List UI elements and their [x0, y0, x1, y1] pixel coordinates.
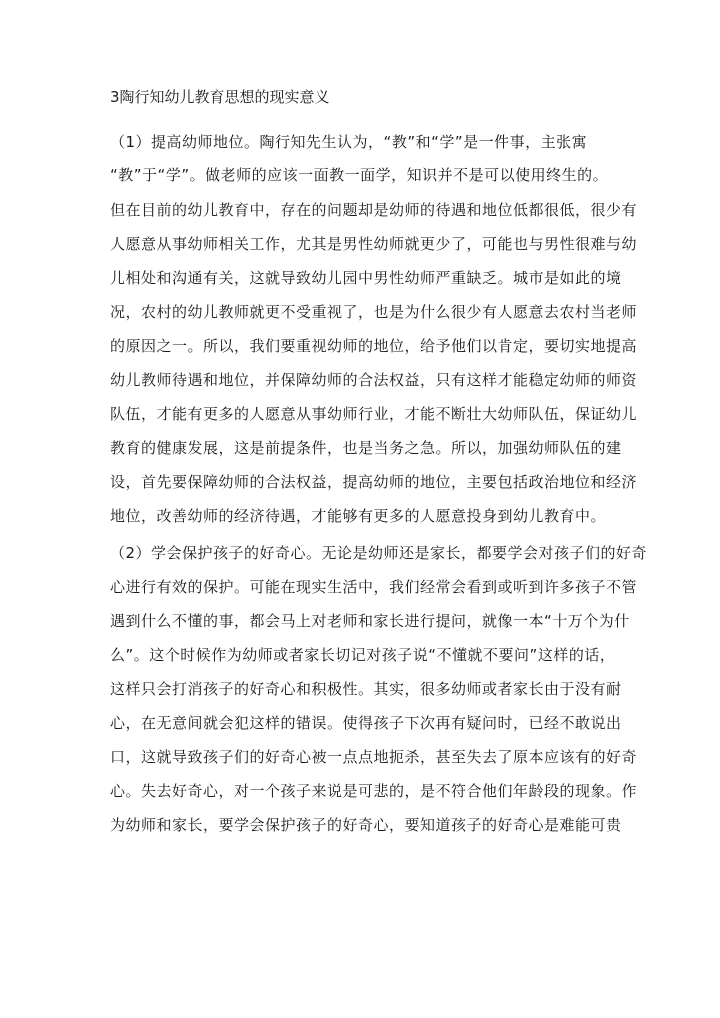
paragraph-line: 的原因之一。所以，我们要重视幼师的地位，给予他们以肯定，要切实地提高 [110, 337, 638, 355]
paragraph-line: 幼儿教师待遇和地位，并保障幼师的合法权益，只有这样才能稳定幼师的师资 [110, 371, 638, 389]
paragraph-line: 况，农村的幼儿教师就更不受重视了，也是为什么很少有人愿意去农村当老师 [110, 303, 638, 321]
paragraph-line: 地位，改善幼师的经济待遇，才能够有更多的人愿意投身到幼儿教育中。 [110, 507, 607, 525]
section-heading: 3陶行知幼儿教育思想的现实意义 [110, 88, 330, 106]
paragraph-line: 但在目前的幼儿教育中，存在的问题却是幼师的待遇和地位低都很低，很少有 [110, 201, 638, 219]
paragraph-line: 口，这就导致孩子们的好奇心被一点点地扼杀，甚至失去了原本应该有的好奇 [110, 748, 638, 766]
paragraph-line: （1）提高幼师地位。陶行知先生认为，“教”和“学”是一件事，主张寓 [110, 133, 588, 151]
paragraph-line: 遇到什么不懂的事，都会马上对老师和家长进行提问，就像一本“十万个为什 [110, 612, 630, 630]
paragraph-line: 么”。这个时候作为幼师或者家长切记对孩子说“不懂就不要问”这样的话， [110, 646, 616, 664]
paragraph-line: “教”于“学”。做老师的应该一面教一面学，知识并不是可以使用终生的。 [110, 166, 609, 184]
paragraph-line: （2）学会保护孩子的好奇心。无论是幼师还是家长，都要学会对孩子们的好奇 [110, 544, 648, 562]
paragraph-line: 设，首先要保障幼师的合法权益，提高幼师的地位，主要包括政治地位和经济 [110, 473, 638, 491]
paragraph-line: 心进行有效的保护。可能在现实生活中，我们经常会看到或听到许多孩子不管 [110, 578, 638, 596]
paragraph-line: 为幼师和家长，要学会保护孩子的好奇心，要知道孩子的好奇心是难能可贵 [110, 816, 622, 834]
paragraph-line: 儿相处和沟通有关，这就导致幼儿园中男性幼师严重缺乏。城市是如此的境 [110, 269, 622, 287]
paragraph-line: 心，在无意间就会犯这样的错误。使得孩子下次再有疑问时，已经不敢说出 [110, 714, 622, 732]
paragraph-line: 这样只会打消孩子的好奇心和积极性。其实，很多幼师或者家长由于没有耐 [110, 680, 622, 698]
paragraph-line: 人愿意从事幼师相关工作，尤其是男性幼师就更少了，可能也与男性很难与幼 [110, 235, 638, 253]
paragraph-line: 队伍，才能有更多的人愿意从事幼师行业，才能不断壮大幼师队伍，保证幼儿 [110, 405, 638, 423]
paragraph-line: 心。失去好奇心，对一个孩子来说是可悲的，是不符合他们年龄段的现象。作 [110, 782, 638, 800]
paragraph-line: 教育的健康发展，这是前提条件，也是当务之急。所以，加强幼师队伍的建 [110, 439, 622, 457]
